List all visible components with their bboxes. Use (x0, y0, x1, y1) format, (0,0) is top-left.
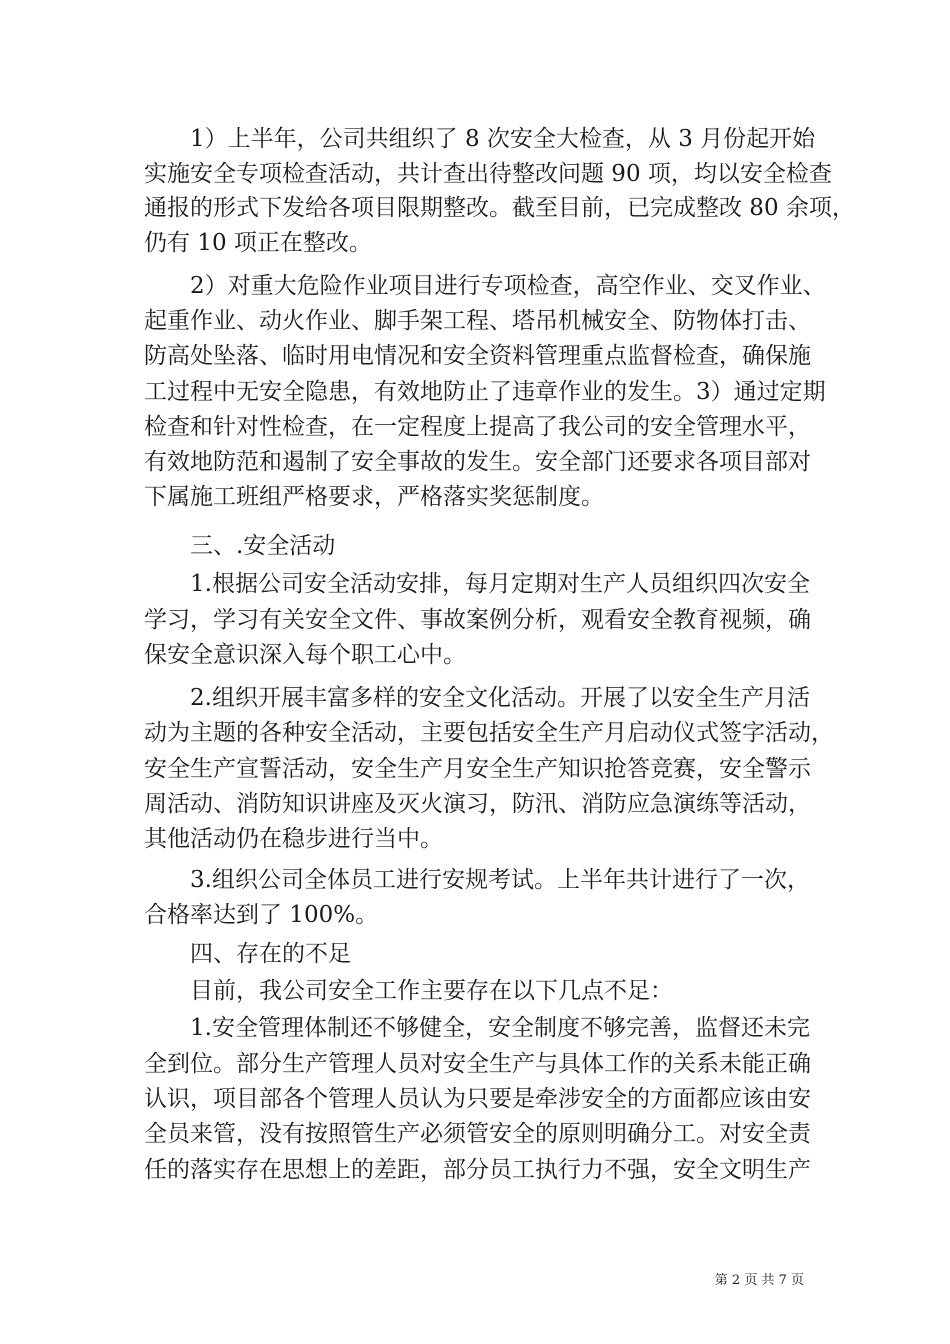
body-line: 下属施工班组严格要求，严格落实奖惩制度。 (144, 484, 604, 510)
body-line: 1）上半年，公司共组织了 8 次安全大检查，从 3 月份起开始 (190, 126, 816, 152)
body-line: 学习，学习有关安全文件、事故案例分析，观看安全教育视频，确 (144, 607, 811, 633)
body-line: 3.组织公司全体员工进行安规考试。上半年共计进行了一次， (190, 867, 810, 893)
body-line: 目前，我公司安全工作主要存在以下几点不足： (190, 978, 673, 1004)
body-line: 1.根据公司安全活动安排，每月定期对生产人员组织四次安全 (190, 571, 810, 597)
body-line: 动为主题的各种安全活动，主要包括安全生产月启动仪式签字活动， (144, 720, 834, 746)
section-heading: 三、.安全活动 (190, 533, 336, 559)
body-line: 全员来管，没有按照管生产必须管安全的原则明确分工。对安全责 (144, 1121, 811, 1147)
body-line: 2.组织开展丰富多样的安全文化活动。开展了以安全生产月活 (190, 685, 810, 711)
body-line: 工过程中无安全隐患，有效地防止了违章作业的发生。3）通过定期 (144, 379, 826, 405)
body-line: 任的落实存在思想上的差距，部分员工执行力不强，安全文明生产 (144, 1157, 811, 1183)
body-line: 起重作业、动火作业、脚手架工程、塔吊机械安全、防物体打击、 (144, 308, 811, 334)
body-line: 认识，项目部各个管理人员认为只要是牵涉安全的方面都应该由安 (144, 1086, 811, 1112)
body-line: 有效地防范和遏制了安全事故的发生。安全部门还要求各项目部对 (144, 449, 811, 475)
body-line: 安全生产宣誓活动，安全生产月安全生产知识抢答竞赛，安全警示 (144, 756, 811, 782)
body-line: 全到位。部分生产管理人员对安全生产与具体工作的关系未能正确 (144, 1051, 811, 1077)
section-heading: 四、存在的不足 (190, 941, 351, 967)
body-line: 其他活动仍在稳步进行当中。 (144, 826, 443, 852)
body-line: 检查和针对性检查，在一定程度上提高了我公司的安全管理水平， (144, 414, 811, 440)
body-line: 实施安全专项检查活动，共计查出待整改问题 90 项，均以安全检查 (144, 161, 832, 187)
body-line: 仍有 10 项正在整改。 (144, 230, 372, 256)
body-line: 合格率达到了 100%。 (144, 902, 379, 928)
body-line: 1.安全管理体制还不够健全，安全制度不够完善，监督还未完 (190, 1015, 810, 1041)
body-line: 保安全意识深入每个职工心中。 (144, 642, 466, 668)
body-line: 通报的形式下发给各项目限期整改。截至目前，已完成整改 80 余项， (144, 195, 855, 221)
page-number: 第 2 页 共 7 页 (714, 1273, 804, 1288)
body-line: 防高处坠落、临时用电情况和安全资料管理重点监督检查，确保施 (144, 343, 811, 369)
body-line: 周活动、消防知识讲座及灭火演习，防汛、消防应急演练等活动， (144, 791, 811, 817)
body-line: 2）对重大危险作业项目进行专项检查，高空作业、交叉作业、 (190, 273, 826, 299)
